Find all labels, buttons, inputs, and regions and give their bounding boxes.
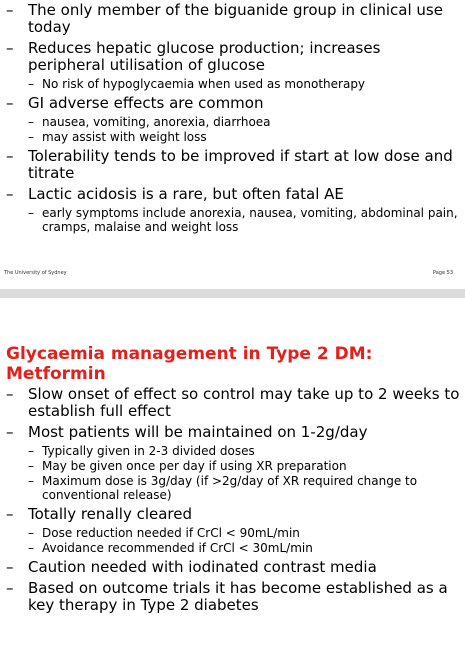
sub-bullet-item (28, 526, 461, 540)
dash-glyph: – (28, 526, 34, 540)
bullet-list (6, 2, 461, 238)
dash-glyph: – (28, 541, 34, 555)
bullet-item (6, 580, 461, 614)
slide-page-53 (0, 0, 465, 289)
bullet-text: Totally renally cleared (28, 505, 193, 523)
dash-glyph: – (6, 558, 14, 576)
sub-bullet-text: may assist with weight loss (42, 130, 207, 144)
bullet-item (6, 2, 461, 36)
bullet-item (6, 40, 461, 91)
bullet-text: GI adverse effects are common (28, 94, 264, 112)
dash-glyph: – (6, 505, 14, 523)
bullet-item (6, 386, 461, 420)
footer-page-number: Page 53 (432, 270, 453, 276)
sub-bullet-text: Maximum dose is 3g/day (if >2g/day of XR required change to conventional release) (42, 474, 418, 502)
sub-bullet-item (28, 115, 461, 129)
sub-bullet-item (28, 444, 461, 458)
slide-separator (0, 289, 465, 298)
sub-bullet-list (28, 444, 461, 502)
bullet-item (6, 506, 461, 555)
sub-bullet-list (28, 206, 461, 234)
sub-bullet-item (28, 459, 461, 473)
bullet-text: The only member of the biguanide group in clinical use today (28, 1, 443, 36)
slide-title: Glycaemia management in Type 2 DM: Metformin (6, 344, 373, 384)
dash-glyph: – (28, 130, 34, 144)
sub-bullet-text: No risk of hypoglycaemia when used as monotherapy (42, 77, 366, 91)
dash-glyph: – (6, 147, 14, 165)
footer-university: The University of Sydney (4, 270, 67, 276)
bullet-item (6, 186, 461, 234)
dash-glyph: – (6, 94, 14, 112)
dash-glyph: – (6, 423, 14, 441)
dash-glyph: – (28, 206, 34, 220)
dash-glyph: – (28, 459, 34, 473)
sub-bullet-text: Typically given in 2-3 divided doses (42, 444, 255, 458)
slide-metformin (0, 298, 465, 651)
dash-glyph: – (6, 579, 14, 597)
sub-bullet-item (28, 206, 461, 234)
sub-bullet-text: Dose reduction needed if CrCl < 90mL/min (42, 526, 300, 540)
bullet-text: Lactic acidosis is a rare, but often fatal AE (28, 185, 344, 203)
bullet-item (6, 148, 461, 182)
sub-bullet-list (28, 77, 461, 91)
bullet-item (6, 95, 461, 144)
bullet-text: Based on outcome trials it has become established as a key therapy in Type 2 diabetes (28, 579, 448, 614)
bullet-text: Most patients will be maintained on 1-2g/day (28, 423, 368, 441)
sub-bullet-text: May be given once per day if using XR preparation (42, 459, 347, 473)
sub-bullet-text: Avoidance recommended if CrCl < 30mL/min (42, 541, 313, 555)
sub-bullet-list (28, 526, 461, 555)
sub-bullet-text: nausea, vomiting, anorexia, diarrhoea (42, 115, 271, 129)
sub-bullet-text: early symptoms include anorexia, nausea, vomiting, abdominal pain, cramps, malaise and weight loss (42, 206, 458, 234)
bullet-text: Caution needed with iodinated contrast media (28, 558, 377, 576)
bullet-text: Reduces hepatic glucose production; increases peripheral utilisation of glucose (28, 39, 381, 74)
dash-glyph: – (6, 39, 14, 57)
sub-bullet-list (28, 115, 461, 144)
sub-bullet-item (28, 474, 461, 502)
sub-bullet-item (28, 541, 461, 555)
sub-bullet-item (28, 77, 461, 91)
sub-bullet-item (28, 130, 461, 144)
bullet-item (6, 559, 461, 576)
dash-glyph: – (6, 385, 14, 403)
dash-glyph: – (28, 77, 34, 91)
dash-glyph: – (28, 444, 34, 458)
dash-glyph: – (6, 1, 14, 19)
dash-glyph: – (6, 185, 14, 203)
dash-glyph: – (28, 474, 34, 488)
bullet-item (6, 424, 461, 502)
bullet-list (6, 386, 461, 618)
dash-glyph: – (28, 115, 34, 129)
bullet-text: Tolerability tends to be improved if start at low dose and titrate (28, 147, 453, 182)
bullet-text: Slow onset of effect so control may take up to 2 weeks to establish full effect (28, 385, 460, 420)
